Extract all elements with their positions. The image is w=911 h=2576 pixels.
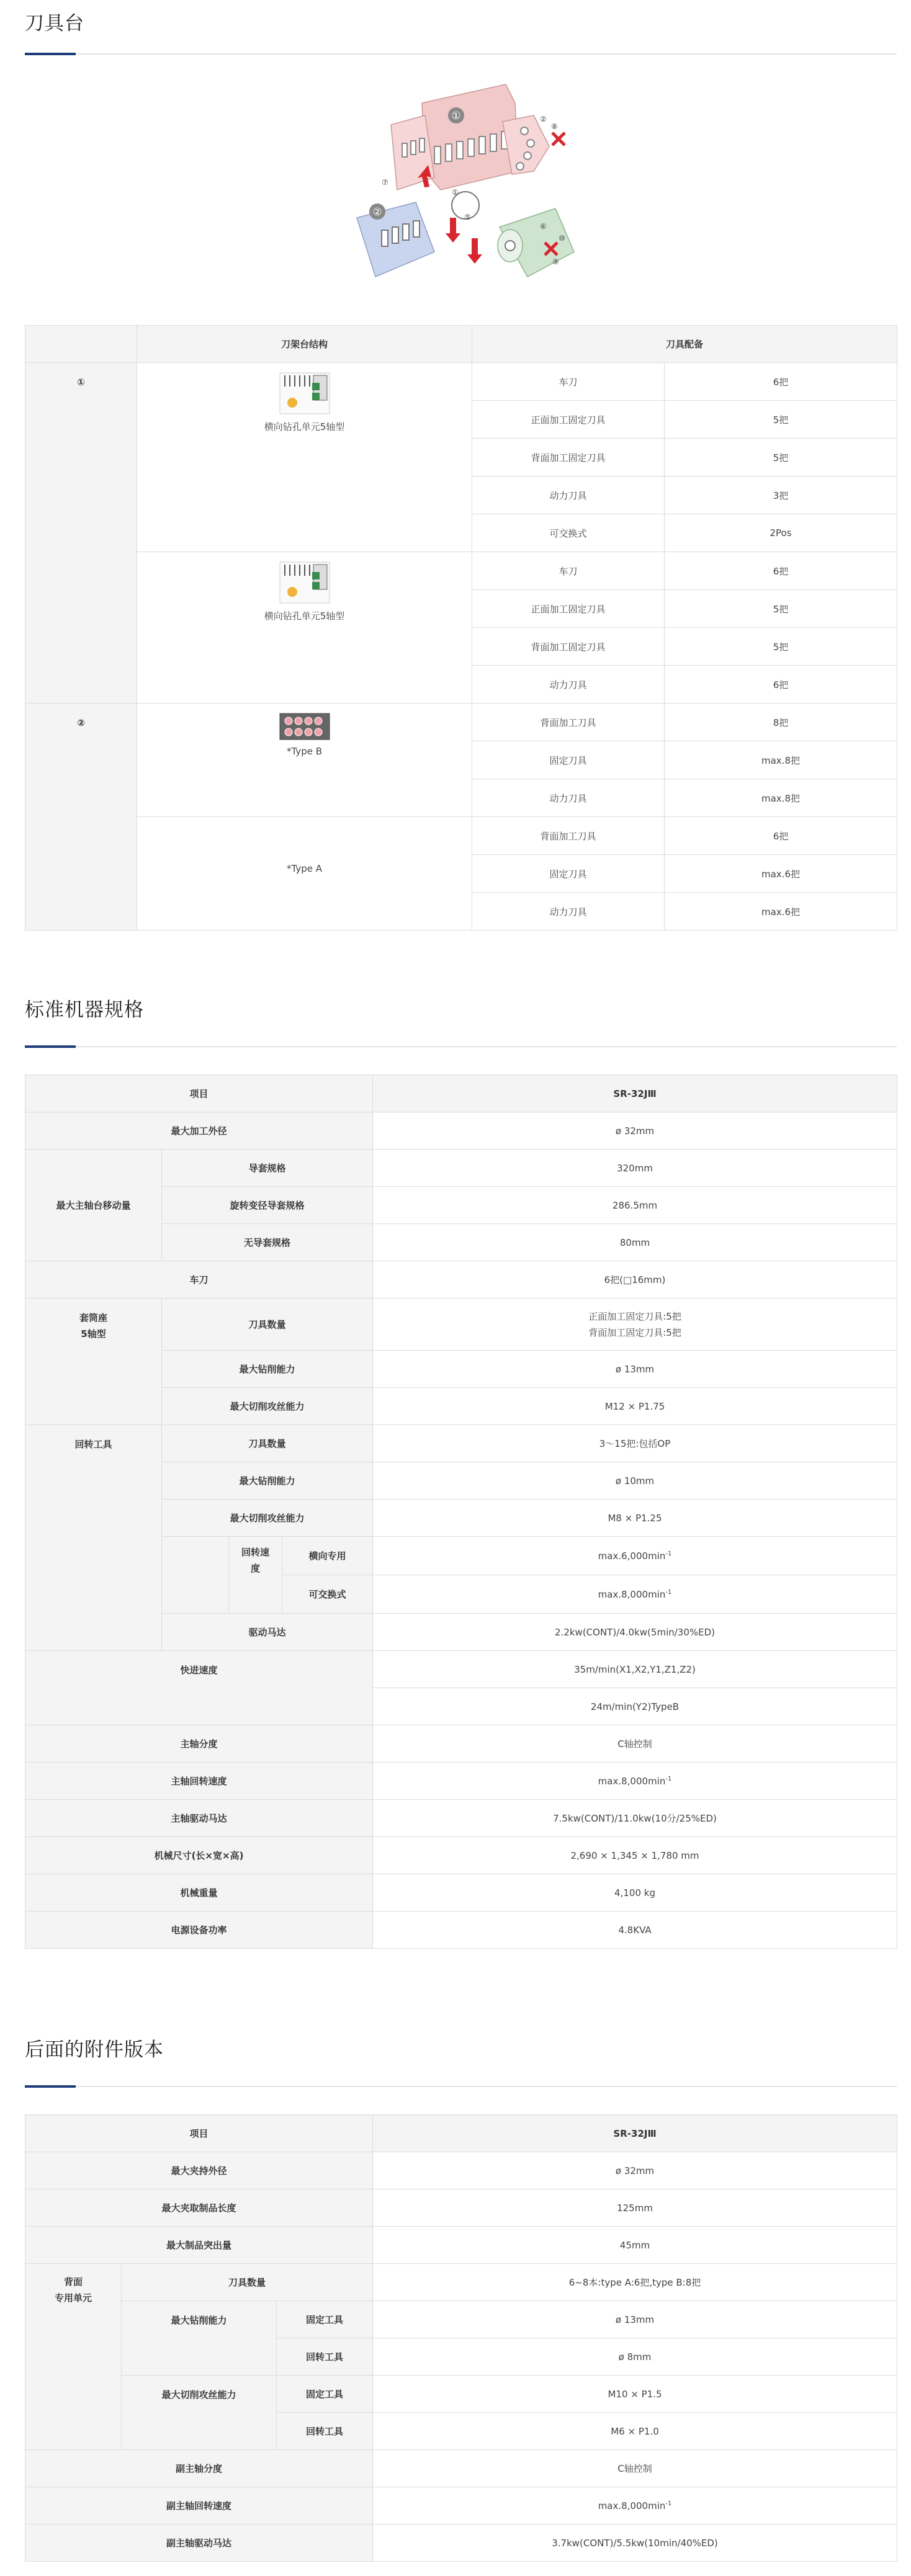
back-label: 副主轴驱动马达 — [25, 2525, 373, 2562]
spec-value: C轴控制 — [373, 1725, 897, 1763]
structure-name: 横向钻孔单元5轴型 — [264, 610, 345, 622]
spec-row — [25, 1425, 897, 1462]
spec-value: 正面加工固定刀具:5把 背面加工固定刀具:5把 — [373, 1299, 897, 1351]
back-label-unit: 背面 专用单元 — [25, 2264, 122, 2450]
spec-value: 2.2kw(CONT)/4.0kw(5min/30%ED) — [373, 1614, 897, 1651]
tool-count: 6把 — [665, 666, 897, 704]
tool-count: max.6把 — [665, 893, 897, 931]
turret-header-empty — [25, 326, 137, 363]
tool-type: 背面加工刀具 — [472, 704, 665, 741]
spec-value: 2,690 × 1,345 × 1,780 mm — [373, 1837, 897, 1874]
spec-value: ø 10mm — [373, 1462, 897, 1500]
back-row — [25, 2189, 897, 2227]
back-row — [25, 2301, 897, 2338]
spec-label: 最大加工外径 — [25, 1112, 373, 1150]
spec-value: 35m/min(X1,X2,Y1,Z1,Z2) — [373, 1651, 897, 1688]
spec-value: 24m/min(Y2)TypeB — [373, 1688, 897, 1725]
spec-value: 320mm — [373, 1150, 897, 1187]
structure-cell — [137, 552, 472, 704]
svg-text:②: ② — [372, 206, 382, 218]
turret-header-structure: 刀架台结构 — [137, 326, 472, 363]
turret-section — [25, 11, 897, 918]
structure-name: 横向钻孔单元5轴型 — [264, 421, 345, 432]
spec-label: 车刀 — [25, 1261, 373, 1299]
tool-count: 5把 — [665, 401, 897, 439]
structure-cell — [137, 704, 472, 817]
tool-type: 背面加工刀具 — [472, 817, 665, 855]
tool-type: 可交换式 — [472, 514, 665, 552]
structure-name: *Type A — [287, 863, 322, 874]
back-header-model: SR-32JⅢ — [373, 2115, 897, 2152]
spec-row — [25, 1837, 897, 1874]
spec-sublabel: 驱动马达 — [162, 1614, 373, 1651]
tool-count: 5把 — [665, 590, 897, 628]
spec-row — [25, 1912, 897, 1949]
turret-title-rule — [25, 53, 897, 55]
spec-row — [25, 1299, 897, 1351]
spec-sublabel: 可交换式 — [282, 1575, 373, 1614]
back-label: 最大制品突出量 — [25, 2227, 373, 2264]
svg-text:②: ② — [540, 115, 547, 123]
tool-count: 2Pos — [665, 514, 897, 552]
back-sublabel: 固定工具 — [277, 2301, 373, 2338]
tool-type: 车刀 — [472, 363, 665, 401]
cross-drill-unit-icon — [279, 372, 331, 415]
spec-title-rule — [25, 1046, 897, 1047]
spec-row — [25, 1763, 897, 1800]
spec-label: 主轴回转速度 — [25, 1763, 373, 1800]
cross-drill-unit-icon — [279, 561, 331, 604]
back-sublabel: 刀具数量 — [122, 2264, 373, 2301]
back-value: 3.7kw(CONT)/5.5kw(10min/40%ED) — [373, 2525, 897, 2562]
back-value: M10 × P1.5 — [373, 2376, 897, 2413]
back-row — [25, 2450, 897, 2487]
spec-label: 最大主轴台移动量 — [25, 1150, 162, 1261]
spec-header-item: 项目 — [25, 1075, 373, 1112]
tool-type: 背面加工固定刀具 — [472, 628, 665, 666]
spec-sublabel: 最大切削攻丝能力 — [162, 1500, 373, 1537]
back-sublabel: 最大切削攻丝能力 — [122, 2376, 277, 2450]
gang-tool-block — [391, 84, 549, 190]
spec-label: 主轴分度 — [25, 1725, 373, 1763]
spec-label: 机械尺寸(长×宽×高) — [25, 1837, 373, 1874]
big-badge-2 — [369, 203, 385, 220]
spec-value: M8 × P1.25 — [373, 1500, 897, 1537]
big-badge-1 — [448, 107, 464, 123]
back-sublabel: 最大钻削能力 — [122, 2301, 277, 2376]
tool-count: 5把 — [665, 628, 897, 666]
tool-count: max.8把 — [665, 741, 897, 779]
tool-type: 动力刀具 — [472, 666, 665, 704]
turret-table — [25, 325, 897, 931]
spec-label: 电源设备功率 — [25, 1912, 373, 1949]
spec-row — [25, 1874, 897, 1912]
structure-name: *Type B — [286, 746, 322, 757]
tool-count: 5把 — [665, 439, 897, 476]
turret-header-row — [25, 326, 897, 363]
back-label: 副主轴回转速度 — [25, 2487, 373, 2525]
spec-value: ø 13mm — [373, 1351, 897, 1388]
spec-row — [25, 1725, 897, 1763]
turret-row — [25, 817, 897, 855]
back-value: 45mm — [373, 2227, 897, 2264]
back-sublabel: 固定工具 — [277, 2376, 373, 2413]
spec-value: 3～15把:包括OP — [373, 1425, 897, 1462]
spec-value: ø 32mm — [373, 1112, 897, 1150]
back-attachment-block — [357, 202, 434, 277]
back-label: 副主轴分度 — [25, 2450, 373, 2487]
structure-cell — [137, 817, 472, 931]
tool-count: 6把 — [665, 552, 897, 590]
back-sublabel: 回转工具 — [277, 2338, 373, 2376]
spec-section — [25, 998, 897, 1936]
spec-value: 4,100 kg — [373, 1874, 897, 1912]
tool-type: 固定刀具 — [472, 741, 665, 779]
back-attachment-icon — [279, 712, 331, 741]
spec-row — [25, 1112, 897, 1150]
tool-type: 动力刀具 — [472, 779, 665, 817]
tool-type: 正面加工固定刀具 — [472, 401, 665, 439]
spec-sublabel: 最大切削攻丝能力 — [162, 1388, 373, 1425]
spec-value: 4.8KVA — [373, 1912, 897, 1949]
spec-row — [25, 1800, 897, 1837]
spec-value: $\max.6,000\min^{-1}$ — [373, 1537, 897, 1575]
back-header-item: 项目 — [25, 2115, 373, 2152]
turret-title: 刀具台 — [25, 12, 84, 35]
back-value: ø 32mm — [373, 2152, 897, 2189]
turret-header-tools: 刀具配备 — [472, 326, 897, 363]
spec-sublabel: 刀具数量 — [162, 1425, 373, 1462]
turret-diagram — [348, 78, 596, 295]
spec-label: 主轴驱动马达 — [25, 1800, 373, 1837]
tool-type: 动力刀具 — [472, 893, 665, 931]
spec-sublabel-rotary-speed: 回转速 度 — [229, 1537, 282, 1614]
turret-row — [25, 552, 897, 590]
spec-row — [25, 1261, 897, 1299]
back-title: 后面的附件版本 — [25, 2039, 164, 2061]
back-title-rule — [25, 2086, 897, 2087]
spec-header-model: SR-32JⅢ — [373, 1075, 897, 1112]
back-sublabel: 回转工具 — [277, 2413, 373, 2450]
tool-type: 正面加工固定刀具 — [472, 590, 665, 628]
spec-label: 机械重量 — [25, 1874, 373, 1912]
spec-sublabel: 旋转变径导套规格 — [162, 1187, 373, 1224]
tool-type: 固定刀具 — [472, 855, 665, 893]
back-value: M6 × P1.0 — [373, 2413, 897, 2450]
tool-count: 8把 — [665, 704, 897, 741]
spec-sublabel-speed — [162, 1537, 229, 1614]
group-index-1: ① — [25, 363, 137, 704]
spec-row — [25, 1150, 897, 1187]
tool-type: 背面加工固定刀具 — [472, 439, 665, 476]
tool-count: max.6把 — [665, 855, 897, 893]
spec-title: 标准机器规格 — [25, 999, 144, 1021]
back-label: 最大夹持外径 — [25, 2152, 373, 2189]
svg-text:⑨: ⑨ — [552, 257, 559, 266]
back-row — [25, 2264, 897, 2301]
back-row — [25, 2227, 897, 2264]
back-value: $\max.8,000\min^{-1}$ — [373, 2487, 897, 2525]
svg-text:①: ① — [452, 188, 459, 197]
back-value: 125mm — [373, 2189, 897, 2227]
back-row — [25, 2376, 897, 2413]
spec-table — [25, 1075, 897, 1949]
spec-value: $\max.8,000\min^{-1}$ — [373, 1763, 897, 1800]
spec-value: 286.5mm — [373, 1187, 897, 1224]
tool-count: max.8把 — [665, 779, 897, 817]
back-header-row — [25, 2115, 897, 2152]
back-row — [25, 2152, 897, 2189]
svg-text:⑤: ⑤ — [464, 213, 471, 221]
back-value: C轴控制 — [373, 2450, 897, 2487]
spec-sublabel: 横向专用 — [282, 1537, 373, 1575]
spec-sublabel: 刀具数量 — [162, 1299, 373, 1351]
back-row — [25, 2487, 897, 2525]
spec-label: 回转工具 — [25, 1425, 162, 1651]
turret-row — [25, 363, 897, 401]
tool-count: 3把 — [665, 476, 897, 514]
sub-spindle-block — [498, 208, 574, 277]
back-section — [25, 2037, 897, 2549]
svg-text:⑦: ⑦ — [382, 178, 388, 187]
tool-count: 6把 — [665, 817, 897, 855]
back-row — [25, 2525, 897, 2562]
svg-text:⑥: ⑥ — [540, 222, 547, 231]
spec-row — [25, 1651, 897, 1688]
spec-value: $\max.8,000\min^{-1}$ — [373, 1575, 897, 1614]
spec-sublabel: 导套规格 — [162, 1150, 373, 1187]
spec-value: 7.5kw(CONT)/11.0kw(10分/25%ED) — [373, 1800, 897, 1837]
tool-type: 车刀 — [472, 552, 665, 590]
spec-sublabel: 无导套规格 — [162, 1224, 373, 1261]
spec-label: 快进速度 — [25, 1651, 373, 1725]
back-value: 6~8本:type A:6把,type B:8把 — [373, 2264, 897, 2301]
tool-count: 6把 — [665, 363, 897, 401]
structure-cell — [137, 363, 472, 552]
svg-text:⑩: ⑩ — [559, 234, 565, 243]
spec-value: 80mm — [373, 1224, 897, 1261]
spec-sublabel: 最大钻削能力 — [162, 1351, 373, 1388]
back-value: ø 13mm — [373, 2301, 897, 2338]
svg-text:①: ① — [451, 110, 461, 122]
svg-text:⑧: ⑧ — [551, 122, 558, 131]
spec-value: 6把(□16mm) — [373, 1261, 897, 1299]
turret-row — [25, 704, 897, 741]
back-label: 最大夹取制品长度 — [25, 2189, 373, 2227]
spec-label-sleeve: 套筒座 5轴型 — [25, 1299, 162, 1425]
spec-sublabel: 最大钻削能力 — [162, 1462, 373, 1500]
spec-header-row — [25, 1075, 897, 1112]
back-table — [25, 2114, 897, 2562]
group-index-2: ② — [25, 704, 137, 931]
tool-type: 动力刀具 — [472, 476, 665, 514]
spec-value: M12 × P1.75 — [373, 1388, 897, 1425]
back-value: ø 8mm — [373, 2338, 897, 2376]
